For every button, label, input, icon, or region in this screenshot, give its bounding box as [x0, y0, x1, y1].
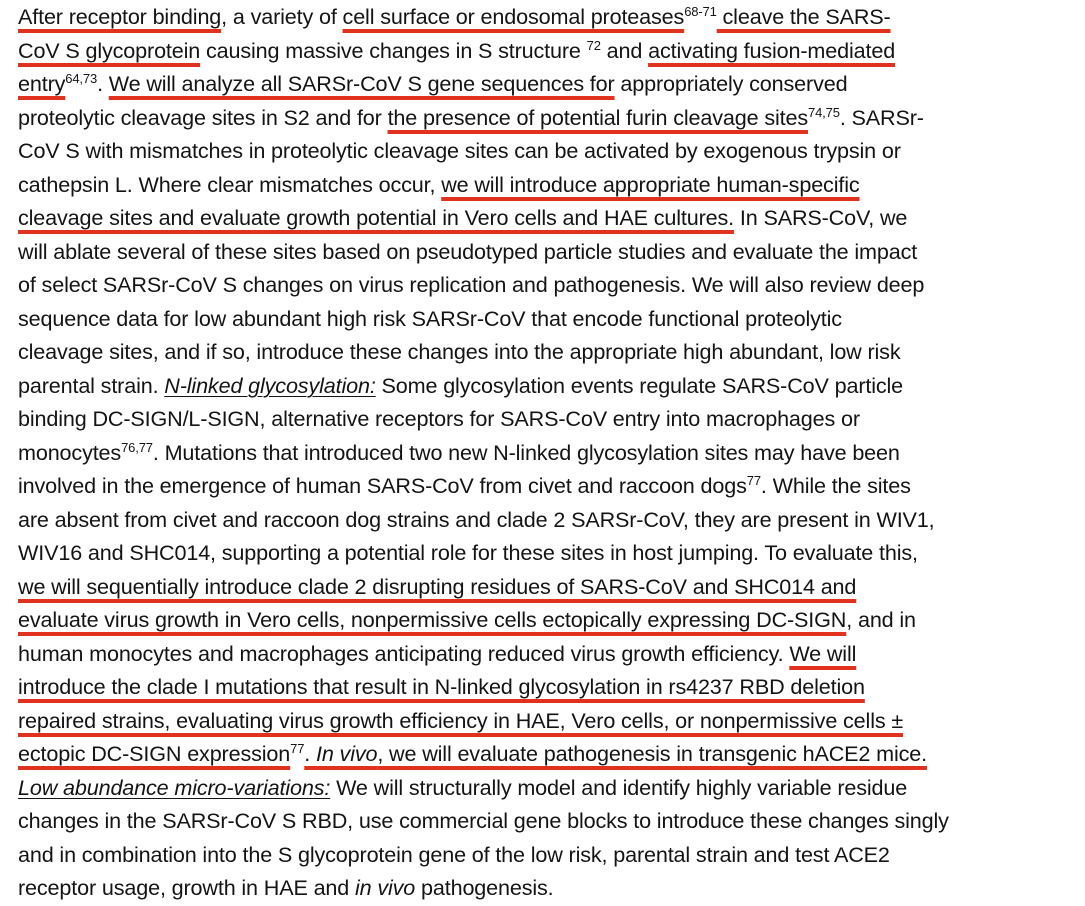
text-run: sequence data for low abundant high risk SARSr-CoV that encode functional proteolytic: [18, 305, 842, 331]
text-run: We will structurally model and identify highly variable residue: [330, 774, 908, 800]
highlighted-text: the presence of potential furin cleavage sites: [387, 104, 809, 130]
text-line: [18, 503, 1078, 537]
text-line: [18, 302, 1078, 336]
text-line: [18, 235, 1078, 269]
highlighted-text: cleave the SARS-: [716, 4, 891, 29]
text-run: cathepsin L. Where clear mismatches occur,: [18, 171, 442, 197]
text-run: , a variety of: [221, 4, 343, 29]
text-line: [18, 838, 1078, 872]
highlighted-text: We will analyze all SARSr-CoV S gene sequences for: [108, 71, 615, 96]
text-run: monocytes: [18, 439, 122, 465]
highlighted-text: CoV S glycoprotein: [18, 37, 201, 63]
citation-superscript: 76,77: [121, 439, 153, 455]
text-run: parental strain.: [18, 372, 165, 398]
italic-text: in vivo: [355, 875, 416, 900]
highlighted-text: introduce the clade I mutations that result in N-linked glycosylation in rs4237 RBD deletion: [18, 674, 865, 699]
text-run: WIV16 and SHC014, supporting a potential role for these sites in host jumping. To evaluate this,: [18, 540, 918, 565]
text-run: CoV S with mismatches in proteolytic cleavage sites can be activated by exogenous trypsin or: [18, 138, 901, 163]
text-run: human monocytes and macrophages anticipating reduced virus growth efficiency.: [18, 640, 790, 666]
highlighted-text: cleavage sites and evaluate growth potential in Vero cells and HAE cultures.: [18, 205, 735, 230]
text-run: are absent from civet and raccoon dog strains and clade 2 SARSr-CoV, they are present in WIV1,: [18, 506, 935, 532]
text-line: [18, 369, 1078, 403]
text-line: [18, 603, 1078, 637]
text-line: [18, 436, 1078, 470]
text-line: [18, 268, 1078, 302]
highlighted-text: evaluate virus growth in Vero cells, nonpermissive cells ectopically expressing DC-SIGN: [18, 607, 847, 632]
text-line: [18, 637, 1078, 671]
citation-superscript: 77: [290, 741, 305, 756]
text-line: [18, 704, 1078, 738]
text-line: [18, 0, 1078, 34]
text-run: involved in the emergence of human SARS-CoV from civet and raccoon dogs: [18, 473, 747, 498]
highlighted-text: .: [304, 741, 316, 766]
text-line: [18, 34, 1078, 68]
text-run: cleavage sites, and if so, introduce these changes into the appropriate high abundant, low risk: [18, 339, 901, 364]
citation-superscript: 64,73: [65, 71, 98, 86]
highlighted-text: entry: [18, 71, 66, 96]
text-run: In SARS-CoV, we: [734, 205, 908, 230]
text-run: changes in the SARSr-CoV S RBD, use commercial gene blocks to introduce these changes singly: [18, 808, 949, 833]
section-heading: N-linked glycosylation:: [164, 372, 376, 398]
text-line: [18, 101, 1078, 135]
citation-superscript: 77: [746, 473, 761, 488]
text-line: [18, 771, 1078, 805]
text-line: [18, 570, 1078, 604]
document-body: [18, 0, 1078, 905]
text-line: [18, 469, 1078, 503]
text-run: .: [97, 71, 109, 96]
text-line: [18, 168, 1078, 202]
text-line: [18, 335, 1078, 369]
text-run: . SARSr-: [839, 104, 924, 130]
text-run: and: [600, 37, 649, 63]
text-run: . While the sites: [760, 473, 911, 498]
highlighted-italic-text: In vivo: [316, 741, 378, 766]
text-line: [18, 737, 1078, 771]
text-run: Some glycosylation events regulate SARS-CoV particle: [375, 372, 904, 398]
section-heading: Low abundance micro-variations:: [18, 774, 331, 800]
text-run: causing massive changes in S structure: [200, 37, 587, 63]
text-run: and in combination into the S glycoprotein gene of the low risk, parental strain and test ACE2: [18, 841, 890, 867]
text-line: [18, 402, 1078, 436]
text-run: proteolytic cleavage sites in S2 and for: [18, 104, 388, 130]
text-line: [18, 67, 1078, 101]
highlighted-text: After receptor binding: [18, 4, 222, 29]
text-run: will ablate several of these sites based on pseudotyped particle studies and evaluate the impact: [18, 238, 918, 264]
text-run: pathogenesis.: [415, 875, 554, 900]
highlighted-text: , we will evaluate pathogenesis in transgenic hACE2 mice.: [377, 741, 927, 766]
citation-superscript: 68-71: [684, 4, 717, 19]
citation-superscript: 74,75: [808, 104, 840, 120]
highlighted-text: repaired strains, evaluating virus growth efficiency in HAE, Vero cells, or nonpermissive cells ±: [18, 707, 904, 733]
text-line: [18, 201, 1078, 235]
text-run: , and in: [846, 607, 916, 632]
text-run: of select SARSr-CoV S changes on virus replication and pathogenesis. We will also review deep: [18, 272, 925, 297]
highlighted-text: We will: [789, 640, 857, 666]
text-run: binding DC-SIGN/L-SIGN, alternative receptors for SARS-CoV entry into macrophages or: [18, 406, 860, 431]
citation-superscript: 72: [586, 37, 601, 53]
text-line: [18, 804, 1078, 838]
text-line: [18, 536, 1078, 570]
text-line: [18, 871, 1078, 905]
highlighted-text: cell surface or endosomal proteases: [342, 4, 685, 29]
text-run: . Mutations that introduced two new N-linked glycosylation sites may have been: [152, 439, 900, 465]
highlighted-text: activating fusion-mediated: [648, 37, 896, 63]
highlighted-text: we will sequentially introduce clade 2 disrupting residues of SARS-CoV and SHC014 and: [18, 573, 857, 599]
text-run: appropriately conserved: [614, 71, 848, 96]
text-line: [18, 134, 1078, 168]
text-line: [18, 670, 1078, 704]
highlighted-text: ectopic DC-SIGN expression: [18, 741, 291, 766]
text-run: receptor usage, growth in HAE and: [18, 875, 355, 900]
highlighted-text: we will introduce appropriate human-specific: [441, 171, 860, 197]
